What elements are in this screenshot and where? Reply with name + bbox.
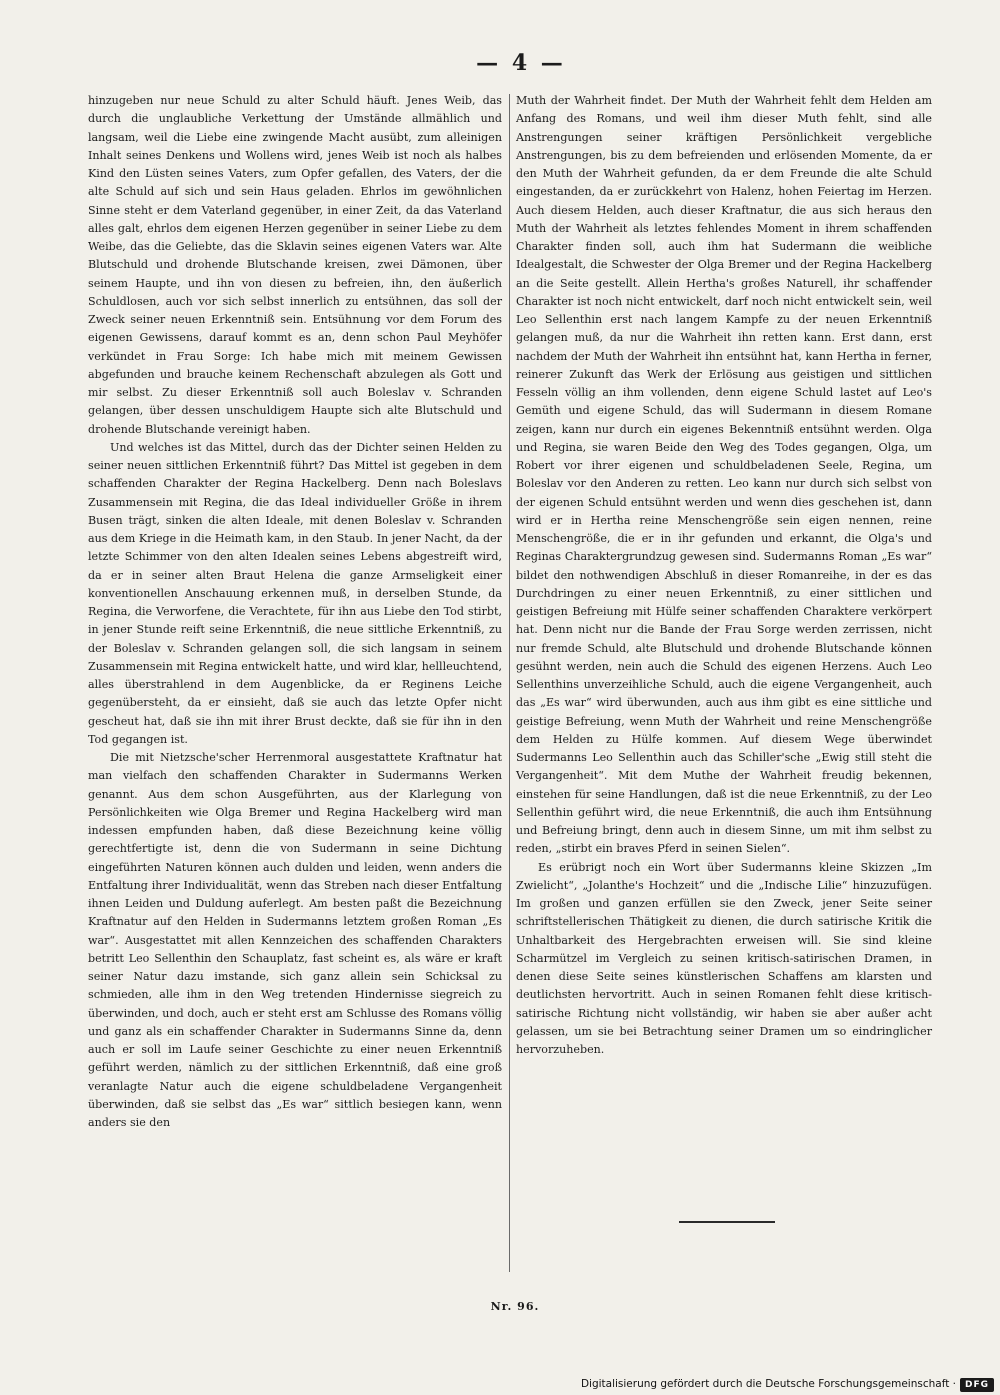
left-paragraph-1: hinzugeben nur neue Schuld zu alter Schuld häuft. Jenes Weib, das durch die unglaubliche Verkettung der Umstände allmählich und langsam, weil die Liebe eine zwingende Macht ausübt, zum alleinigen Inhalt seines Denkens und Wollens wird, jenes Weib ist noch als halbes Kind den Lüsten seines Vaters, zum Opfer gefallen, des Vaters, der die alte Schuld auf sich und sein Haus geladen. Ehrlos im gewöhnlichen Sinne steht er dem Vaterland gegenüber, in einer Zeit, da das Vaterland alles galt, ehrlos dem eigenen Herzen gegenüber in seiner Liebe zu dem Weibe, das die Geliebte, das die Sklavin seines eigenen Vaters war. Alte Blutschuld und drohende Blutschande kreisen, zwei Dämonen, über seinem Haupte, und ihn von diesen zu befreien, ihn, den äußerlich Schuldlosen, auch vor sich selbst innerlich zu entsühnen, das soll der Zweck seiner neuen Erkenntniß sein. Entsühnung vor dem Forum des eigenen Gewissens, darauf kommt es an, denn schon Paul Meyhöfer verkündet in Frau Sorge: Ich habe mich mit meinem Gewissen abgefunden und brauche keinem Rechenschaft abzulegen als Gott und mir selbst. Zu dieser Erkenntniß soll auch Boleslav v. Schranden gelangen, über dessen unschuldigem Haupte sich alte Blutschuld und drohende Blutschande vereinigt haben. bbox=[88, 94, 502, 436]
left-paragraph-3: Die mit Nietzsche'scher Herrenmoral ausgestattete Kraftnatur hat man vielfach den schaffenden Charakter in Sudermanns Werken genannt. Aus dem schon Ausgeführten, aus der Klarlegung von Persönlichkeiten wie Olga Bremer und Regina Hackelberg wird man indessen empfunden haben, daß diese Bezeichnung keine völlig gerechtfertigte ist, denn die von Sudermann in seine Dichtung eingeführten Naturen können auch dulden und leiden, wenn anders die Entfaltung ihrer Individualität, wenn das Streben nach dieser Entfaltung ihnen Leiden und Duldung auferlegt. Am besten paßt die Bezeichnung Kraftnatur auf den Helden in Sudermanns letztem großen Roman „Es war“. Ausgestattet mit allen Kennzeichen des schaffenden Charakters betritt Leo Sellenthin den Schauplatz, fast scheint es, als wäre er kraft seiner Natur dazu imstande, sich ganz allein sein Schicksal zu schmieden, alle ihm in den Weg tretenden Hindernisse siegreich zu überwinden, und doch, auch er steht erst am Schlusse des Romans völlig und ganz als ein schaffender Charakter in Sudermanns Sinne da, denn auch er soll im Laufe seiner Geschichte zu einer neuen Erkenntniß geführt werden, nämlich zu der sittlichen Erkenntniß, daß eine groß veranlagte Natur auch die eigene schuldbeladene Vergangenheit überwinden, daß sie selbst das „Es war“ sittlich besiegen kann, wenn anders sie den bbox=[88, 751, 502, 1129]
dfg-logo-icon: DFG bbox=[960, 1378, 994, 1392]
left-column bbox=[88, 92, 502, 1132]
issue-number: Nr. 96. bbox=[490, 1300, 540, 1313]
right-paragraph-2: Es erübrigt noch ein Wort über Sudermanns kleine Skizzen „Im Zwielicht“, „Jolanthe's Hochzeit“ und die „Indische Lilie“ hinzuzufügen. Im großen und ganzen erfüllen sie den Zweck, jener Seite seiner schriftstellerischen Thätigkeit zu dienen, die durch satirische Kritik die Unhaltbarkeit des Hergebrachten erweisen will. Sie sind kleine Scharmützel im Vergleich zu seinen kritisch-satirischen Dramen, in denen diese Seite seines künstlerischen Schaffens am klarsten und deutlichsten hervortritt. Auch in seinen Romanen fehlt diese kritisch-satirische Richtung nicht vollständig, wir haben sie aber außer acht gelassen, um sie bei Betrachtung seiner Dramen um so eindringlicher hervorzuheben. bbox=[516, 860, 932, 1056]
section-end-rule bbox=[679, 1221, 775, 1223]
page-number: — 4 — bbox=[476, 50, 566, 76]
column-divider bbox=[509, 94, 510, 1272]
digitization-footer bbox=[0, 1377, 1000, 1395]
right-column bbox=[516, 92, 932, 1059]
page-header bbox=[0, 50, 1000, 80]
left-paragraph-2: Und welches ist das Mittel, durch das der Dichter seinen Helden zu seiner neuen sittlichen Erkenntniß führt? Das Mittel ist gegeben in dem schaffenden Charakter der Regina Hackelberg. Denn nach Boleslavs Zusammensein mit Regina, die das Ideal individueller Größe in ihrem Busen trägt, sinken die alten Ideale, mit denen Boleslav v. Schranden aus dem Kriege in die Heimath kam, in den Staub. In jener Nacht, da der letzte Schimmer von den alten Idealen seines Lebens abgestreift wird, da er in seiner alten Braut Helena die ganze Armseligkeit einer konventionellen Anschauung erkennen muß, in derselben Stunde, da Regina, die Verworfene, die Verachtete, für ihn aus Liebe den Tod stirbt, in jener Stunde reift seine Erkenntniß, die neue sittliche Erkenntniß, zu der Boleslav v. Schranden gelangen soll, die sich langsam in seinem Zusammensein mit Regina entwickelt hatte, und wird klar, hellleuchtend, alles überstrahlend in dem Augenblicke, da er Reginens Leiche gegenübersteht, da er einsieht, daß sie auch das letzte Opfer nicht gescheut hat, daß sie ihn mit ihrer Brust deckte, daß sie für ihn in den Tod gegangen ist. bbox=[88, 440, 502, 746]
footer-credit-text: Digitalisierung gefördert durch die Deutsche Forschungsgemeinschaft · bbox=[580, 1378, 956, 1390]
right-paragraph-1: Muth der Wahrheit findet. Der Muth der Wahrheit fehlt dem Helden am Anfang des Romans, und weil ihm dieser Muth fehlt, sind alle Anstrengungen seiner kräftigen Persönlichkeit vergebliche Anstrengungen, bis zu dem befreienden und erlösenden Momente, da er den Muth der Wahrheit gefunden, da er dem Freunde die alte Schuld eingestanden, da er zurückkehrt von Halenz, hohen Feiertag im Herzen. Auch diesem Helden, auch dieser Kraftnatur, die aus sich heraus den Muth der Wahrheit als letztes fehlendes Moment in ihrem schaffenden Charakter finden soll, auch ihm hat Sudermann die weibliche Idealgestalt, die Schwester der Olga Bremer und der Regina Hackelberg an die Seite gestellt. Allein Hertha's großes Naturell, ihr schaffender Charakter ist noch nicht entwickelt, darf noch nicht entwickelt sein, weil Leo Sellenthin erst nach langem Kampfe zu der neuen Erkenntniß gelangen muß, da nur die Wahrheit ihn retten kann. Erst dann, erst nachdem der Muth der Wahrheit ihn entsühnt hat, kann Hertha in ferner, reinerer Zukunft das Werk der Erlösung aus geistigen und sittlichen Fesseln völlig an ihm vollenden, denn eigene Schuld lastet auf Leo's Gemüth und eigene Schuld, das will Sudermann in diesem Romane zeigen, kann nur durch ein eigenes Bekenntniß entsühnt werden. Olga und Regina, sie waren Beide den Weg des Todes gegangen, Olga, um Robert vor ihrer eigenen und schuldbeladenen Seele, Regina, um Boleslav vor den Anderen zu retten. Leo kann nur durch sich selbst von der eigenen Schuld entsühnt werden und wenn dies geschehen ist, dann wird er in Hertha reine Menschengröße sein eigen nennen, reine Menschengröße, die er in ihr gefunden und erkannt, die Olga's und Reginas Charaktergrundzug gewesen sind. Sudermanns Roman „Es war“ bildet den nothwendigen Abschluß in dieser Romanreihe, in der es das Durchdringen zu einer neuen Erkenntniß, zu einer sittlichen und geistigen Befreiung mit Hülfe seiner schaffenden Charaktere verkörpert hat. Denn nicht nur die Bande der Frau Sorge werden zerrissen, nicht nur fremde Schuld, alte Blutschuld und drohende Blutschande können gesühnt werden, nein auch die Schuld des eigenen Herzens. Auch Leo Sellenthins unverzeihliche Schuld, auch die eigene Vergangenheit, auch das „Es war“ wird überwunden, auch aus ihm gibt es eine sittliche und geistige Befreiung, wenn Muth der Wahrheit und reine Menschengröße dem Helden zu Hülfe kommen. Auf diesem Wege überwindet Sudermanns Leo Sellenthin auch das Schiller'sche „Ewig still steht die Vergangenheit“. Mit dem Muthe der Wahrheit freudig bekennen, einstehen für seine Handlungen, daß ist die neue Erkenntniß, zu der Leo Sellenthin geführt wird, die neue Erkenntniß, die auch ihm Entsühnung und Befreiung bringt, denn auch in diesem Sinne, um mit ihm selbst zu reden, „stirbt ein braves Pferd in seinen Sielen“. bbox=[516, 94, 932, 856]
